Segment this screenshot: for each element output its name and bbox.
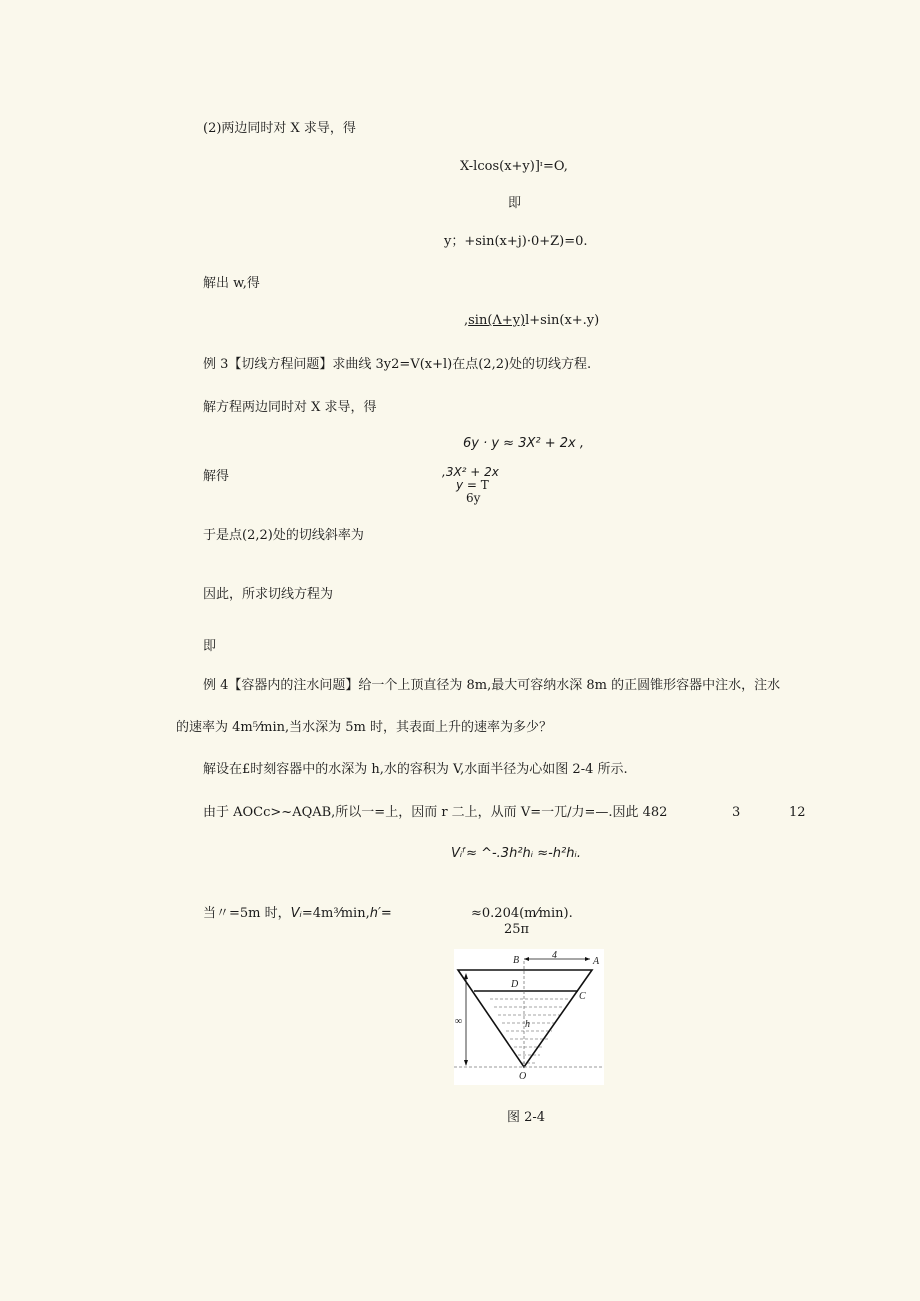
label-b: B bbox=[513, 955, 520, 966]
example4-answer-result: ≈0.204(m⁄min). bbox=[471, 906, 573, 921]
example3-eq2-numerator: ,3X² + 2x bbox=[442, 465, 499, 479]
example3-ji: 即 bbox=[203, 639, 217, 654]
example4-answer-denominator: 25π bbox=[504, 922, 530, 937]
example3-step1: 解方程两边同时对 X 求导，得 bbox=[203, 400, 377, 415]
example4-answer bbox=[203, 906, 392, 922]
eq3-suffix: l+sin(x+.y) bbox=[525, 313, 600, 328]
example4-setup: 解设在£时刻容器中的水深为 h,水的容积为 V,水面半径为心如图 2-4 所示. bbox=[203, 762, 628, 777]
figure-caption: 图 2-4 bbox=[507, 1110, 546, 1125]
label-d: D bbox=[511, 979, 519, 990]
answer-pre: 当〃=5m 时， bbox=[203, 906, 291, 921]
eq2-rest: = T bbox=[463, 478, 489, 492]
example4-derivative: Vᵢᶠ≈ ^-.3h²hᵢ ≈-h²hᵢ. bbox=[451, 846, 581, 861]
cone-figure bbox=[454, 949, 604, 1085]
answer-mid: =4m³⁄min, bbox=[301, 906, 370, 921]
label-depth: ∞ bbox=[455, 1016, 463, 1027]
example4-title-line2: 的速率为 4m⁵⁄min,当水深为 5m 时，其表面上升的速率为多少？ bbox=[176, 720, 552, 735]
example3-equation-1: 6y · y ≈ 3X² + 2x , bbox=[463, 436, 584, 451]
label-c: C bbox=[579, 991, 586, 1002]
answer-v: Vᵢ bbox=[290, 906, 302, 921]
example4-title-line1: 例 4【容器内的注水问题】给一个上顶直径为 8m,最大可容纳水深 8m 的正圆锥形容器中注水，注水 bbox=[203, 678, 781, 693]
example3-therefore-text: 因此，所求切线方程为 bbox=[203, 587, 334, 602]
part2-solve-label: 解出 w,得 bbox=[203, 276, 260, 291]
label-width: 4 bbox=[552, 950, 557, 961]
label-h: h bbox=[525, 1019, 530, 1030]
example4-number-3: 3 bbox=[732, 805, 741, 820]
example4-similar-triangles: 由于 AOCc>~AQAB,所以一=上，因而 r 二上，从而 V=一兀/力=—.因此 482 bbox=[203, 805, 668, 820]
part2-equation-3 bbox=[464, 313, 599, 329]
example4-number-12: 12 bbox=[789, 805, 806, 820]
eq2-y: y bbox=[456, 478, 464, 492]
eq3-prefix: , bbox=[464, 313, 469, 328]
example3-slope-text: 于是点(2,2)处的切线斜率为 bbox=[203, 528, 364, 543]
label-a: A bbox=[593, 956, 600, 967]
example3-eq2-middle bbox=[456, 478, 489, 492]
part2-ji: 即 bbox=[508, 196, 522, 211]
example3-solve-label: 解得 bbox=[203, 469, 230, 484]
example3-eq2-denominator: 6y bbox=[466, 491, 481, 505]
cone-diagram bbox=[454, 949, 604, 1085]
answer-h: h′= bbox=[369, 906, 392, 921]
eq3-underlined: sin(Λ+y) bbox=[468, 313, 526, 328]
part2-intro: (2)两边同时对 X 求导，得 bbox=[203, 121, 356, 136]
example3-title: 例 3【切线方程问题】求曲线 3y2=V(x+l)在点(2,2)处的切线方程. bbox=[203, 357, 592, 372]
label-o: O bbox=[519, 1071, 527, 1082]
part2-equation-2: y；+sin(x+j)·0+Z)=0. bbox=[444, 234, 588, 249]
part2-equation-1: X-lcos(x+y)]ᶦ=O, bbox=[460, 159, 568, 174]
